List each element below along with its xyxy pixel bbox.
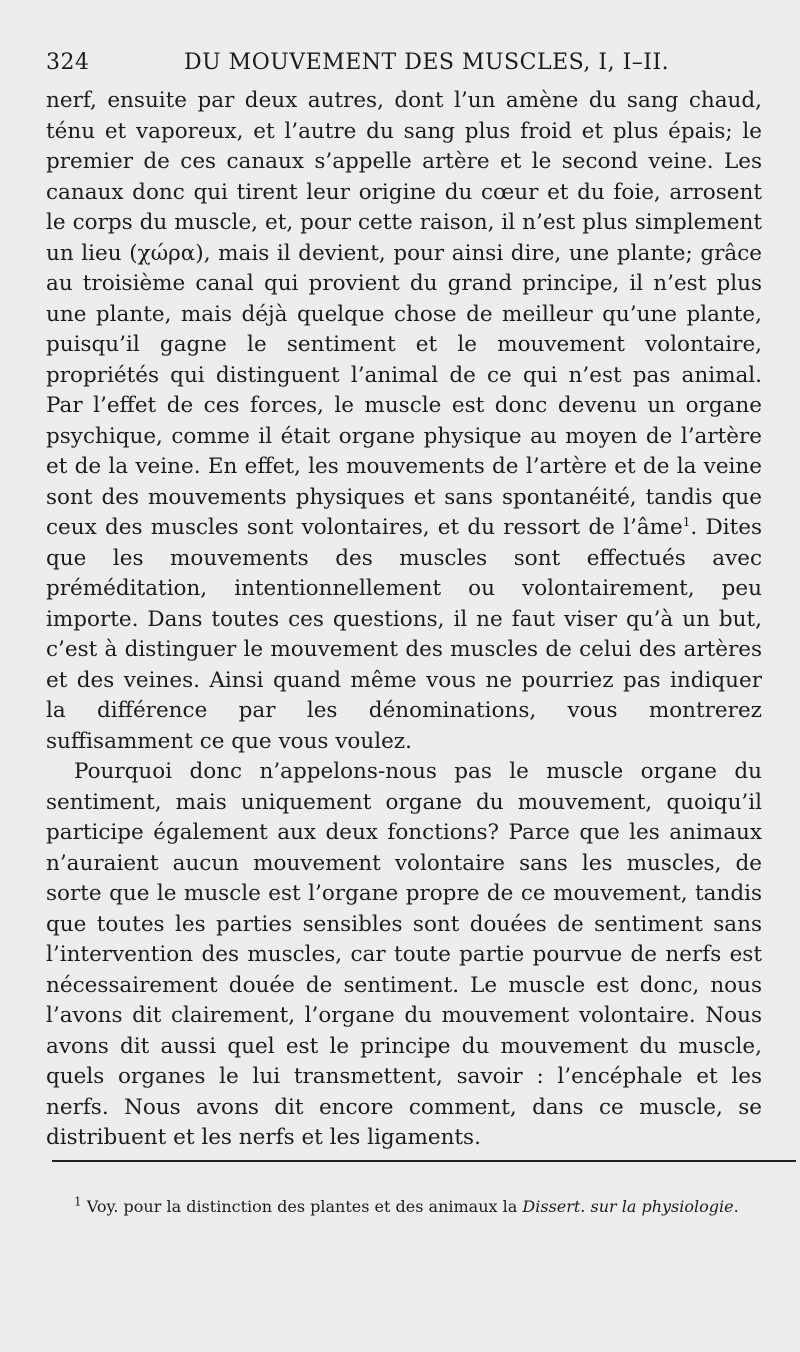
footnote-end: .: [733, 1197, 739, 1216]
paragraph-1: [46, 86, 762, 757]
running-title: DU MOUVEMENT DES MUSCLES, I, I–II.: [184, 50, 670, 75]
running-header: [46, 50, 760, 80]
paragraph-2: Pourquoi donc n’appelons-nous pas le muscle organe du sentiment, mais uniquement organe du mouvement, quoiqu’il participe également aux deux fonctions? Parce que les animaux n’auraient aucun mouvement volontaire sans les muscles, de sorte que le muscle est l’organe propre de ce mouvement, tandis que toutes les parties sensibles sont douées de sentiment sans l’intervention des muscles, car toute partie pourvue de nerfs est nécessairement douée de sentiment. Le muscle est donc, nous l’avons dit clairement, l’organe du mouvement volontaire. Nous avons dit aussi quel est le principe du mouvement du muscle, quels organes le lui transmettent, savoir : l’encéphale et les nerfs. Nous avons dit encore comment, dans ce muscle, se distribuent et les nerfs et les ligaments.: [46, 759, 762, 1150]
main-text: [46, 86, 762, 1154]
paragraph-1-text: nerf, ensuite par deux autres, dont l’un amène du sang chaud, ténu et vaporeux, et l’autre du sang plus froid et plus épais; le premier de ces canaux s’appelle artère et le second veine. Les canaux donc qui tirent leur origine du cœur et du foie, arrosent le corps du muscle, et, pour cette raison, il n’est plus simplement un lieu (χώρα), mais il devient, pour ainsi dire, une plante; grâce au troisième canal qui provient du grand principe, il n’est plus une plante, mais déjà quelque chose de meilleur qu’une plante, puisqu’il gagne le sentiment et le mouvement volontaire, propriétés qui distinguent l’animal de ce qui n’est pas animal. Par l’effet de ces forces, le muscle est donc devenu un organe psychique, comme il était organe physique au moyen de l’artère et de la veine. En effet, les mouvements de l’artère et de la veine sont des mouvements physiques et sans spontanéité, tandis que ceux des muscles sont volontaires, et du ressort de l’âme: [46, 88, 762, 540]
footnote-reference: 1: [682, 514, 691, 529]
footnote-text: Voy. pour la distinction des plantes et des animaux la: [86, 1197, 518, 1216]
page-number: 324: [46, 50, 90, 75]
footnote-italic-reference: Dissert. sur la physiologie: [522, 1197, 734, 1216]
footnote: [46, 1194, 760, 1220]
paragraph-1-text-continued: . Dites que les mouvements des muscles sont effectués avec préméditation, intentionnellement ou volontairement, peu importe. Dans toutes ces questions, il ne faut viser qu’à un but, c’est à distinguer le mouvement des muscles de celui des artères et des veines. Ainsi quand même vous ne pourriez pas indiquer la différence par les dénominations, vous montrerez suffisamment ce que vous voulez.: [46, 515, 762, 754]
footnote-divider: [52, 1160, 796, 1162]
footnote-marker: 1: [74, 1194, 82, 1209]
